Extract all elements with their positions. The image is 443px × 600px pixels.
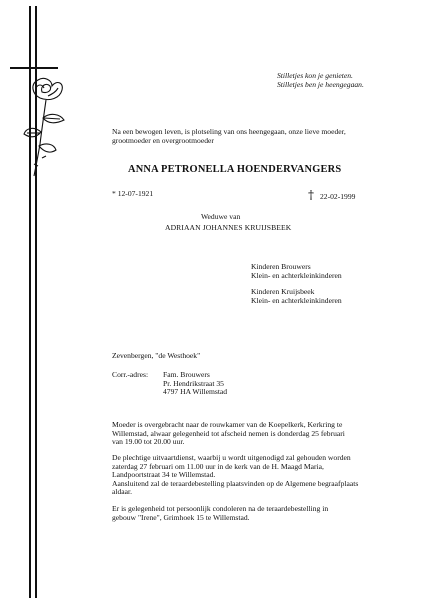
paragraph-line: aldaar. (112, 487, 133, 497)
place: Zevenbergen, "de Westhoek" (112, 351, 201, 360)
quote-line-1: Stilletjes kon je genieten. (277, 71, 353, 80)
paragraph-line: Moeder is overgebracht naar de rouwkamer van de Koepelkerk, Kerkring te (112, 420, 343, 429)
quote (277, 72, 364, 89)
family-2-line-2: Klein- en achterkleinkinderen (251, 295, 342, 305)
rose-icon (22, 70, 82, 180)
cross-horizontal-bar (10, 67, 58, 69)
paragraph-condolences (112, 505, 328, 522)
family-1-line-1: Kinderen Brouwers (251, 262, 311, 271)
family-block-2 (251, 288, 342, 305)
quote-line-2: Stilletjes ben je heengegaan. (277, 79, 364, 89)
paragraph-line: gebouw "Irene", Grimhoek 15 te Willemstad. (112, 512, 250, 522)
correspondence-name: Fam. Brouwers (163, 370, 210, 379)
intro-line-1: Na een bewogen leven, is plotseling van ons heengegaan, onze lieve moeder, (112, 127, 346, 136)
paragraph-line: De plechtige uitvaartdienst, waarbij u wordt uitgenodigd zal gehouden worden (112, 453, 351, 462)
correspondence-address (163, 371, 227, 397)
paragraph-line: Er is gelegenheid tot persoonlijk condoleren na de teraardebestelling in (112, 504, 329, 513)
family-1-line-2: Klein- en achterkleinkinderen (251, 270, 342, 280)
paragraph-line: van 19.00 tot 20.00 uur. (112, 437, 185, 447)
family-block-1 (251, 263, 342, 280)
paragraph-line: Willemstad, alwaar gelegenheid tot afscheid nemen is donderdag 25 februari (112, 428, 345, 438)
intro-line-2: grootmoeder en overgrootmoeder (112, 135, 214, 145)
paragraph-line: zaterdag 27 februari om 11.00 uur in de kerk van de H. Maagd Maria, (112, 461, 324, 471)
deceased-name: ANNA PETRONELLA HOENDERVANGERS (128, 164, 342, 175)
paragraph-line: Aansluitend zal de teraardebestelling plaatsvinden op de Algemene begraafplaats (112, 478, 359, 488)
intro-text (112, 128, 346, 145)
paragraph-service (112, 454, 358, 497)
correspondence-street: Pr. Hendrikstraat 35 (163, 378, 224, 388)
death-date: 22-02-1999 (320, 192, 356, 201)
paragraph-viewing (112, 421, 345, 447)
correspondence-city: 4797 HA Willemstad (163, 387, 228, 397)
widow-name: ADRIAAN JOHANNES KRUIJSBEEK (165, 223, 292, 232)
correspondence-label: Corr.-adres: (112, 370, 149, 379)
family-2-line-1: Kinderen Kruijsbeek (251, 287, 315, 296)
death-cross-icon: † (308, 188, 314, 202)
widow-label: Weduwe van (201, 212, 241, 221)
death-date-row (308, 186, 355, 204)
paragraph-line: Landpoortstraat 34 te Willemstad. (112, 470, 216, 480)
birth-date: * 12-07-1921 (112, 189, 154, 198)
